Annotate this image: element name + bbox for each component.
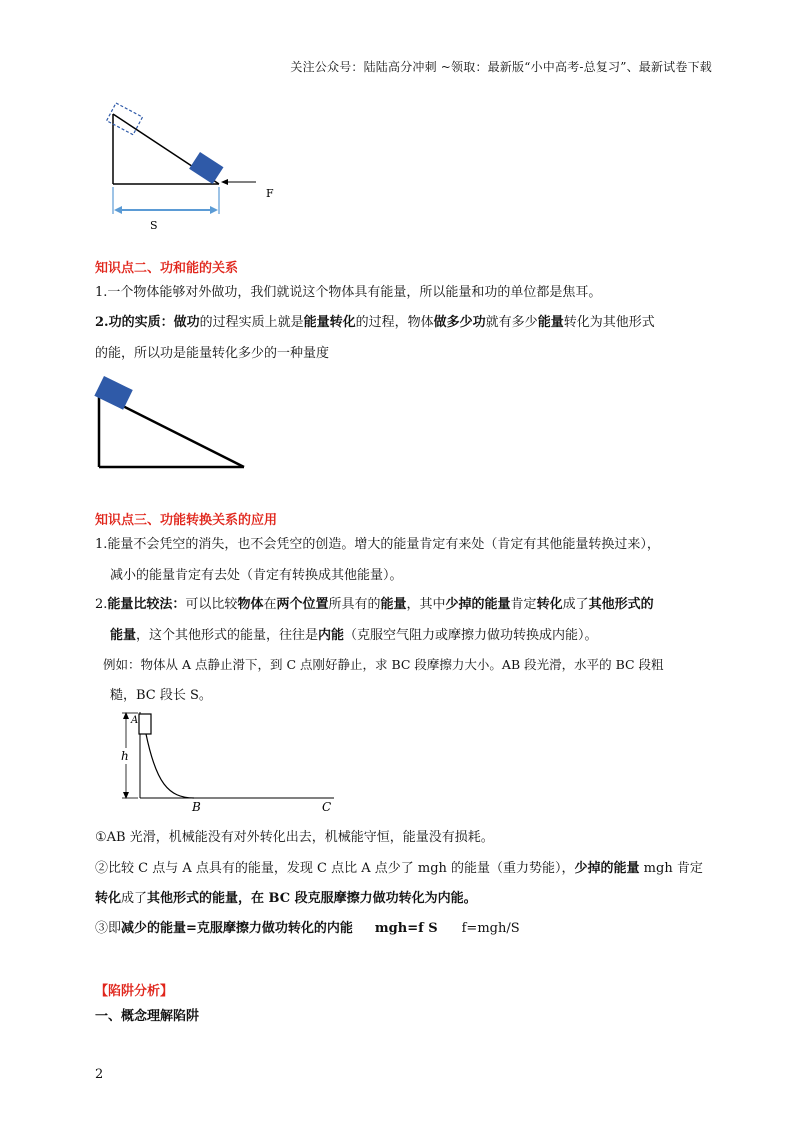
analysis-item-3: ③即减少的能量=克服摩擦力做功转化的内能 mgh=f S f=mgh/S [95,921,520,936]
analysis-item-1: ①AB 光滑，机械能没有对外转化出去，机械能守恒，能量没有损耗。 [95,830,494,845]
incline-force-figure [100,100,290,235]
section-3-para-1-cont: 减小的能量肯定有去处（肯定有转换成其他能量）。 [110,568,403,583]
length-arrow-right [210,206,218,214]
concept-trap-subheading: 一、概念理解陷阱 [95,1009,200,1024]
label-h: h [121,749,129,763]
block-on-incline [189,152,223,184]
block-at-a [139,714,151,734]
label-f: F [266,187,274,200]
example-text: 例如：物体从 A 点静止滑下，到 C 点刚好静止，求 BC 段摩擦力大小。AB 段光滑，水平的 BC 段粗 [103,657,664,672]
section-3-title: 知识点三、功能转换关系的应用 [95,513,278,528]
abc-curve-figure [112,710,337,815]
page-number: 2 [95,1067,104,1082]
label-s: S [150,219,158,232]
force-arrow-head [221,179,228,185]
analysis-item-2-cont: 转化成了其他形式的能量，在 BC 段克服摩擦力做功转化为内能。 [95,891,477,906]
length-arrow-left [114,206,122,214]
analysis-item-2: ②比较 C 点与 A 点具有的能量，发现 C 点比 A 点少了 mgh 的能量（重力势能），少掉的能量 mgh 肯定 [95,861,703,876]
page-header: 关注公众号：陆陆高分冲刺 ~领取：最新版“小中高考-总复习”、最新试卷下载 [290,60,712,74]
section-3-para-2-cont: 能量，这个其他形式的能量，往往是内能（克服空气阻力或摩擦力做功转换成内能）。 [110,628,598,643]
label-a: A [131,715,139,726]
slide-curve [146,734,194,798]
section-3-para-2: 2.能量比较法：可以比较物体在两个位置所具有的能量，其中少掉的能量肯定转化成了其他形式的 [95,597,654,612]
label-b: B [192,800,201,814]
label-c: C [322,800,332,814]
section-2-para-2-cont: 的能，所以功是能量转化多少的一种量度 [95,346,330,361]
section-2-title: 知识点二、功和能的关系 [95,261,239,276]
section-2-para-2: 2.功的实质：做功的过程实质上就是能量转化的过程，物体做多少功就有多少能量转化为其他形式 [95,315,655,330]
trap-analysis-heading: 【陷阱分析】 [95,984,174,999]
section-3-para-1: 1.能量不会凭空的消失，也不会凭空的创造。增大的能量肯定有来处（肯定有其他能量转换过来）， [95,537,660,552]
incline-block-figure [94,372,249,472]
section-2-para-1: 1.一个物体能够对外做功，我们就说这个物体具有能量，所以能量和功的单位都是焦耳。 [95,285,602,300]
example-text-cont: 糙，BC 段长 S。 [110,688,212,703]
